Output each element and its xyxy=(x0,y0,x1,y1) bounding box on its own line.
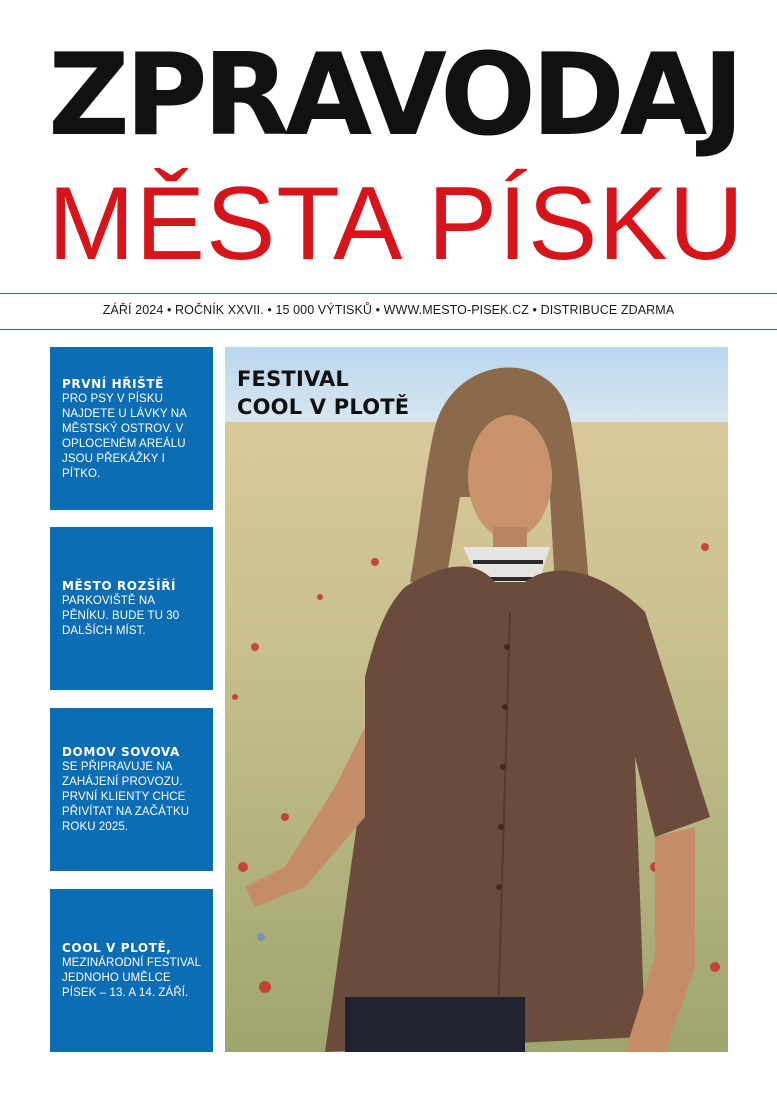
teaser-text: PRO PSY V PÍSKU NAJDETE U LÁVKY NA MĚSTSKÝ OSTROV. V OPLOCENÉM AREÁLU JSOU PŘEKÁŽKY I PÍTKO. xyxy=(62,392,187,480)
teaser-headline: DOMOV SOVOVA xyxy=(62,745,180,759)
teaser-box-festival[interactable] xyxy=(50,889,213,1052)
cover-story-headline[interactable] xyxy=(237,365,409,421)
teaser-box-first-playground[interactable] xyxy=(50,347,213,510)
teaser-box-domov-sovova[interactable] xyxy=(50,708,213,871)
cover-photo xyxy=(225,347,728,1052)
teaser-text: MEZINÁRODNÍ FESTIVAL JEDNOHO UMĚLCE PÍSEK – 13. A 14. ZÁŘÍ. xyxy=(62,957,201,999)
teaser-box-parking[interactable] xyxy=(50,527,213,690)
teaser-headline: COOL V PLOTĚ, xyxy=(62,941,172,955)
cover-story-line-1: FESTIVAL xyxy=(237,367,350,391)
teaser-text: SE PŘIPRAVUJE NA ZAHÁJENÍ PROVOZU. PRVNÍ KLIENTY CHCE PŘIVÍTAT NA ZAČÁTKU ROKU 2025. xyxy=(62,761,190,833)
masthead-title: ZPRAVODAJ xyxy=(48,29,740,161)
teaser-headline: MĚSTO ROZŠÍŘÍ xyxy=(62,579,177,593)
teaser-text: PARKOVIŠTĚ NA PĚNÍKU. BUDE TU 30 DALŠÍCH MÍST. xyxy=(62,595,180,637)
cover-story-line-2: COOL V PLOTĚ xyxy=(237,395,410,419)
teaser-headline: PRVNÍ HŘIŠTĚ xyxy=(62,376,164,391)
divider-top xyxy=(0,293,777,294)
masthead-subtitle: MĚSTA PÍSKU xyxy=(48,166,745,282)
cover-photo-illustration xyxy=(225,347,728,1052)
issue-info-line: ZÁŘÍ 2024 • ROČNÍK XXVII. • 15 000 VÝTISKŮ • WWW.MESTO-PISEK.CZ • DISTRIBUCE ZDARMA xyxy=(102,303,675,317)
divider-bottom xyxy=(0,329,777,330)
